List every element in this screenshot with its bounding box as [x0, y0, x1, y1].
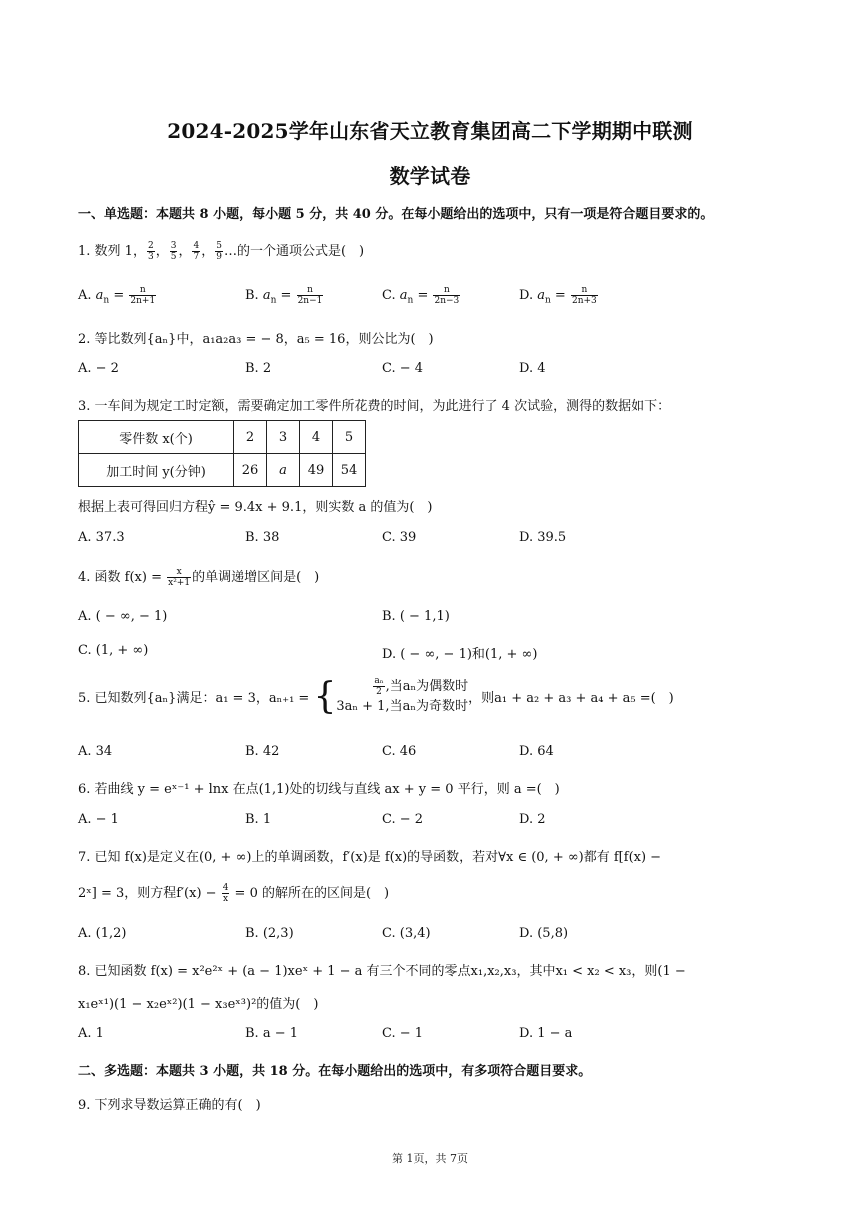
- table-cell: 26: [234, 454, 267, 487]
- q1-option-c: C. $a_n$ = $\frac{n}{2n-3}$: [382, 285, 460, 306]
- q3-option-c: C. 39: [382, 530, 417, 545]
- q6-option-a: A. − 1: [78, 812, 119, 827]
- section-2-heading: 二、多选题：本题共 3 小题，共 18 分。在每小题给出的选项中，有多项符合题目要求。: [78, 1064, 592, 1079]
- q1-option-d: D. $a_n$ = $\frac{n}{2n+3}$: [519, 285, 597, 306]
- q2-option-d: D. 4: [519, 361, 546, 376]
- q7-frac: $\frac{4}{x}$: [222, 883, 229, 904]
- q5-cases: $\frac{\text{aₙ}}{2}$ ,当aₙ为偶数时 3aₙ + 1,当aₙ为奇数时: [336, 676, 469, 714]
- q2-stem: 2. 等比数列{aₙ}中，a₁a₂a₃ = − 8，a₅ = 16，则公比为( ): [78, 332, 434, 347]
- q4-option-b: B. ( − 1,1): [382, 609, 450, 624]
- q7-option-c: C. (3,4): [382, 926, 431, 941]
- table-row: [79, 421, 366, 454]
- table-row-header: 加工时间 y(分钟): [79, 454, 234, 487]
- q3-option-d: D. 39.5: [519, 530, 567, 545]
- q8-stem-line1: 8. 已知函数 f(x) = x²e²ˣ + (a − 1)xeˣ + 1 − a 有三个不同的零点x₁,x₂,x₃，其中x₁ < x₂ < x₃，则(1 −: [78, 964, 686, 979]
- q2-option-c: C. − 4: [382, 361, 424, 376]
- q5-stem: 5. 已知数列{aₙ}满足：a₁ = 3，aₙ₊₁ = { $\frac{\text{aₙ}}{2}$ ,当aₙ为偶数时 3aₙ + 1,当aₙ为奇数时 ，则a₁ + a₂ + a₃ + a₄ + a₅ =( ): [78, 675, 674, 717]
- table-cell: a: [267, 454, 300, 487]
- q1-option-b: B. $a_n$ = $\frac{n}{2n-1}$: [245, 285, 323, 306]
- q7-stem-line1: 7. 已知 f(x)是定义在(0, + ∞)上的单调函数，f′(x)是 f(x)的导函数，若对∀x ∈ (0, + ∞)都有 f[f(x) −: [78, 850, 662, 865]
- q2-option-b: B. 2: [245, 361, 272, 376]
- q3-data-table: [78, 420, 366, 487]
- q6-option-d: D. 2: [519, 812, 546, 827]
- table-row-header: 零件数 x(个): [79, 421, 234, 454]
- table-cell: 4: [300, 421, 333, 454]
- q6-option-c: C. − 2: [382, 812, 424, 827]
- q8-option-d: D. 1 − a: [519, 1026, 573, 1041]
- q4-option-d: D. ( − ∞, − 1)和(1, + ∞): [382, 647, 538, 662]
- q8-option-b: B. a − 1: [245, 1026, 298, 1041]
- q1-frac-3: $\frac{4}{7}$: [193, 241, 200, 262]
- q5-brace: {: [313, 675, 337, 717]
- q1-option-a: A. $a_n$ = $\frac{n}{2n+1}$: [78, 285, 156, 306]
- q1-stem-prefix: 1. 数列 1，: [78, 244, 146, 259]
- q3-stem: 3. 一车间为规定工时定额，需要确定加工零件所花费的时间，为此进行了 4 次试验，测得的数据如下：: [78, 399, 671, 414]
- q7-option-b: B. (2,3): [245, 926, 294, 941]
- q2-option-a: A. − 2: [78, 361, 119, 376]
- q6-stem: 6. 若曲线 y = eˣ⁻¹ + lnx 在点(1,1)处的切线与直线 ax + y = 0 平行，则 a =( ): [78, 782, 560, 797]
- q1-frac-2: $\frac{3}{5}$: [170, 241, 177, 262]
- q5-option-a: A. 34: [78, 744, 113, 759]
- q1-stem-suffix: …的一个通项公式是( ): [223, 244, 365, 259]
- q8-option-a: A. 1: [78, 1026, 104, 1041]
- table-cell: 49: [300, 454, 333, 487]
- q3-option-b: B. 38: [245, 530, 280, 545]
- q5-option-c: C. 46: [382, 744, 417, 759]
- table-row: [79, 454, 366, 487]
- q1-frac-4: $\frac{5}{9}$: [216, 241, 222, 262]
- q4-stem: 4. 函数 f(x) = $\frac{x}{\text{x²+1}}$ 的单调递增区间是( ): [78, 567, 320, 588]
- q1-frac-1: $\frac{2}{3}$: [147, 241, 154, 262]
- table-cell: 2: [234, 421, 267, 454]
- q5-option-d: D. 64: [519, 744, 554, 759]
- q9-stem: 9. 下列求导数运算正确的有( ): [78, 1098, 261, 1113]
- q5-option-b: B. 42: [245, 744, 280, 759]
- q3-option-a: A. 37.3: [78, 530, 125, 545]
- exam-title: 2024-2025学年山东省天立教育集团高二下学期期中联测: [167, 119, 693, 143]
- q3-after-table: 根据上表可得回归方程ŷ = 9.4x + 9.1，则实数 a 的值为( ): [78, 500, 433, 515]
- q8-option-c: C. − 1: [382, 1026, 424, 1041]
- table-cell: 3: [267, 421, 300, 454]
- q4-option-a: A. ( − ∞, − 1): [78, 609, 168, 624]
- table-cell: 54: [333, 454, 366, 487]
- section-1-heading: 一、单选题：本题共 8 小题，每小题 5 分，共 40 分。在每小题给出的选项中，只有一项是符合题目要求的。: [78, 207, 714, 222]
- q7-option-a: A. (1,2): [78, 926, 127, 941]
- q6-option-b: B. 1: [245, 812, 272, 827]
- q1-stem: 1. 数列 1， $\frac{2}{3}$ ， $\frac{3}{5}$ ， $\frac{4}{7}$ ， $\frac{5}{9}$ …的一个通项公式是( ): [78, 241, 365, 262]
- exam-subtitle: 数学试卷: [389, 164, 471, 188]
- q4-frac: $\frac{x}{\text{x²+1}}$: [168, 567, 191, 588]
- q7-stem-line2: 2ˣ] = 3，则方程f′(x) − $\frac{4}{x}$ = 0 的解所在的区间是( ): [78, 883, 390, 904]
- table-cell: 5: [333, 421, 366, 454]
- page-footer: 第 1页，共 7页: [392, 1152, 468, 1165]
- q4-option-c: C. (1, + ∞): [78, 643, 149, 658]
- q8-stem-line2: x₁eˣ¹)(1 − x₂eˣ²)(1 − x₃eˣ³)²的值为( ): [78, 997, 319, 1012]
- q7-option-d: D. (5,8): [519, 926, 569, 941]
